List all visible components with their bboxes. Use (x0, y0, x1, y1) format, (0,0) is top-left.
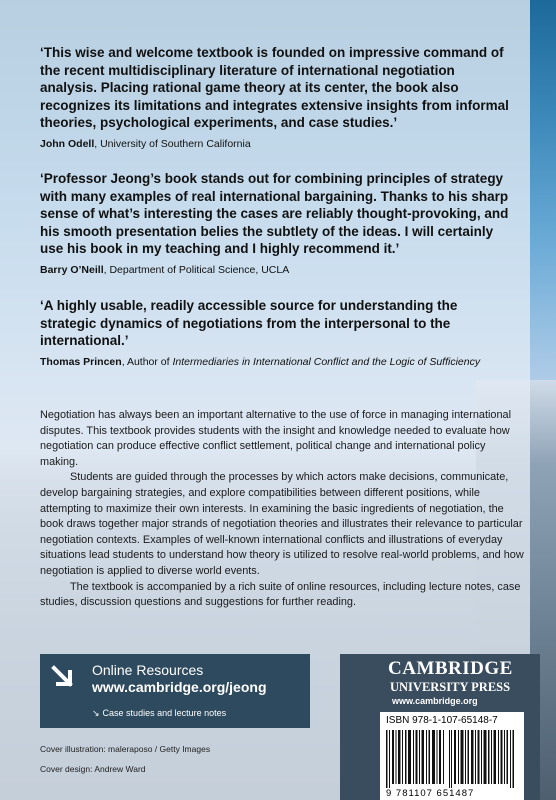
barcode-graphic (386, 730, 518, 788)
book-description (40, 408, 524, 611)
quote-text: ‘A highly usable, readily accessible source for understanding the strategic dynamics of negotiations from the interpersonal to the international.’ (40, 298, 458, 348)
description-paragraph: Negotiation has always been an important alternative to the use of force in managing international disputes. This textbook provides students with the insight and knowledge needed to evaluate how negotiation can produce effective conflict settlement, political change and international policy making. (40, 409, 512, 468)
isbn-text: ISBN 978-1-107-65148-7 (386, 715, 498, 726)
arrow-icon (50, 664, 78, 692)
online-resources-title: Online Resources (92, 662, 204, 678)
cover-design-credit: Cover design: Andrew Ward (40, 764, 146, 774)
cover-illustration-credit: Cover illustration: maleraposo / Getty Images (40, 744, 211, 754)
barcode-box (380, 712, 524, 800)
endorsement-quote (40, 44, 510, 151)
publisher-url[interactable]: www.cambridge.org (392, 696, 478, 706)
quote-author: Barry O’Neill (40, 263, 104, 276)
online-note-text: Case studies and lecture notes (102, 708, 227, 718)
description-paragraph: Students are guided through the processes by which actors make decisions, communicate, develop bargaining strategies, and explore compatibilities between different positions, while attempting to maximize their own interests. In examining the basic ingredients of negotiation, the book draws together major strands of negotiation theories and illustrates their relevance to particular negotiation contexts. Examples of well-known international conflicts and illustrations of everyday situations lead students to understand how theory is utilized to resolve real-world problems, and how negotiation is applied to diverse world events. (40, 471, 524, 577)
quote-book-title: Intermediaries in International Conflict and the Logic of Sufficiency (172, 355, 481, 368)
quote-text: ‘This wise and welcome textbook is founded on impressive command of the recent multidisciplinary literature of international negotiation analysis. Placing rational game theory at its center, the book also recognizes its limitations and integrates extensive insights from informal theories, psychological experiments, and case studies.’ (40, 45, 509, 130)
quote-attribution (40, 264, 510, 277)
publisher-name: CAMBRIDGE (388, 658, 513, 679)
quote-attribution (40, 138, 510, 151)
online-resources-box (40, 654, 310, 728)
barcode-number: 9 781107 651487 (386, 788, 475, 799)
quote-attribution (40, 356, 510, 369)
endorsement-quote (40, 297, 510, 369)
publisher-block (340, 654, 540, 800)
quote-affiliation-prefix: , Author of (121, 355, 173, 368)
publisher-press: UNIVERSITY PRESS (390, 680, 511, 694)
online-resources-url[interactable]: www.cambridge.org/jeong (92, 679, 267, 695)
quote-author: Thomas Princen (40, 355, 122, 368)
quote-author: John Odell (40, 137, 95, 150)
endorsement-quote (40, 170, 510, 277)
online-resources-note (92, 708, 226, 719)
small-arrow-icon: ↘ (92, 708, 100, 718)
quote-affiliation: , Department of Political Science, UCLA (103, 263, 290, 276)
quote-affiliation: , University of Southern California (94, 137, 251, 150)
quote-text: ‘Professor Jeong’s book stands out for combining principles of strategy with many examples of real international bargaining. Thanks to his sharp sense of what’s interesting the cases are reliably thought-provoking, and his smooth presentation belies the subtlety of the ideas. I will certainly use his book in my teaching and I highly recommend it.’ (40, 171, 509, 256)
description-paragraph: The textbook is accompanied by a rich suite of online resources, including lecture notes, case studies, discussion questions and suggestions for further reading. (40, 580, 521, 609)
